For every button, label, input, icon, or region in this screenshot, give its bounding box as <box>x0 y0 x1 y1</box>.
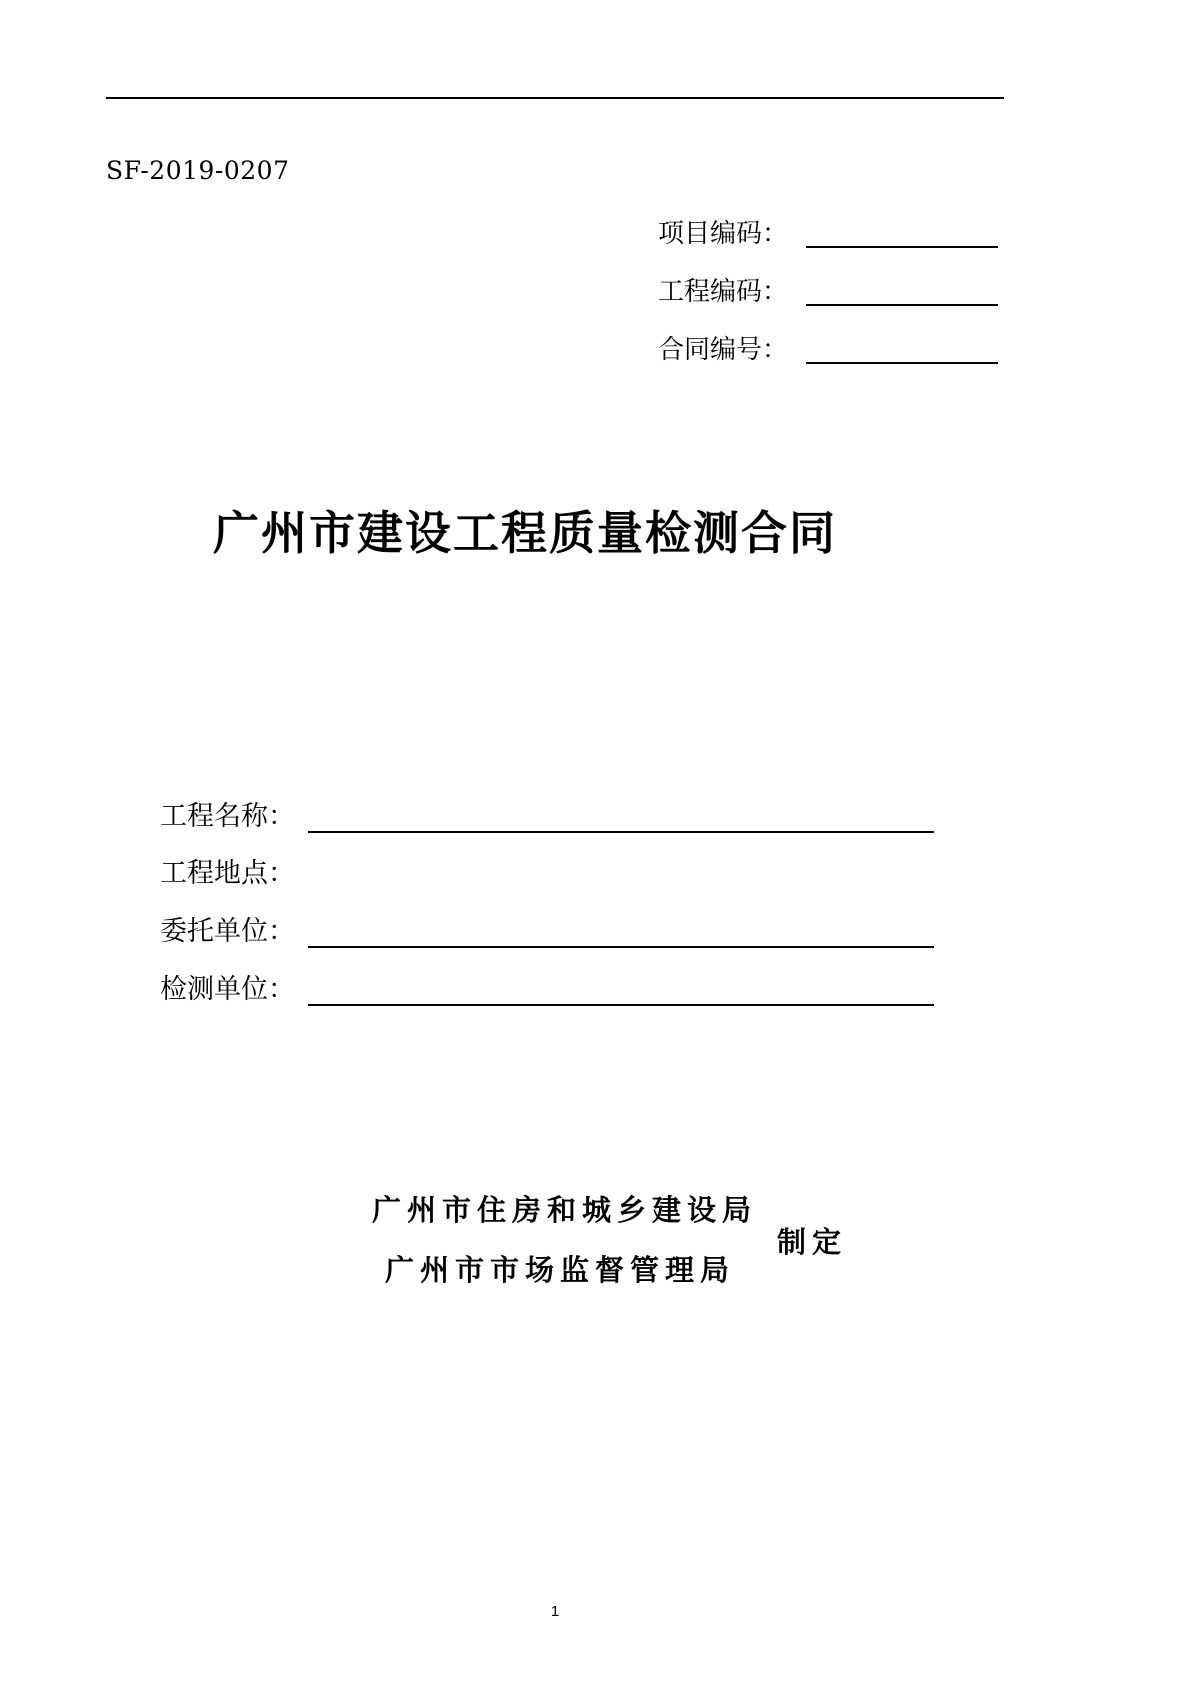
testing-unit-label: 检测单位： <box>160 974 295 1005</box>
contract-number-field <box>658 330 998 370</box>
client-unit-label: 委托单位： <box>160 916 295 947</box>
engineering-code-label: 工程编码： <box>658 277 789 307</box>
issuer-market-bureau: 广州市市场监督管理局 <box>385 1253 736 1287</box>
project-name-blank[interactable] <box>308 803 934 833</box>
project-name-field <box>160 795 934 839</box>
contract-number-label: 合同编号： <box>658 335 789 365</box>
issuer-housing-bureau: 广州市住房和城乡建设局 <box>372 1193 758 1227</box>
contract-number-blank[interactable] <box>806 334 998 364</box>
project-code-label: 项目编码： <box>658 219 789 249</box>
project-location-field <box>160 852 308 896</box>
document-code: SF-2019-0207 <box>106 156 290 185</box>
engineering-code-blank[interactable] <box>806 276 998 306</box>
client-unit-field <box>160 910 934 954</box>
project-location-label: 工程地点： <box>160 858 295 889</box>
project-name-label: 工程名称： <box>160 801 295 832</box>
header-rule <box>106 97 1004 99</box>
client-unit-blank[interactable] <box>308 918 934 948</box>
issuer-suffix: 制定 <box>777 1225 848 1259</box>
project-code-field <box>658 214 998 254</box>
testing-unit-field <box>160 968 934 1012</box>
project-code-blank[interactable] <box>806 218 998 248</box>
testing-unit-blank[interactable] <box>308 976 934 1006</box>
engineering-code-field <box>658 272 998 312</box>
document-title: 广州市建设工程质量检测合同 <box>213 506 837 560</box>
page-number: 1 <box>550 1603 560 1620</box>
